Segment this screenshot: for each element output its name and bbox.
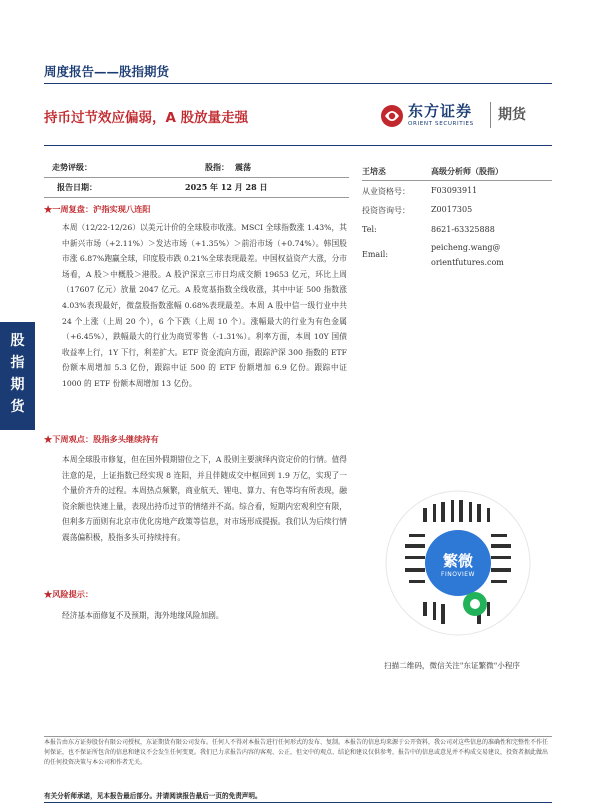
risk-body [62, 608, 347, 624]
analyst-row-value: Z0017305 [431, 205, 473, 214]
disclaimer-text: 本报告由东方证券股份有限公司授权，东证期货有限公司发布。任何人不得对本报告进行任何形式的发布、复制。本报告的信息均来源于公开资料，我公司对这些信息的准确性和完整性不作任何保证，也不保证所包含的信息和建议不会发生任何变更。我们已力求报告内容的客观、公正，但文中的观点、结论和建议仅供参考，报告中的信息或意见并不构成交易建议，投资者据此做出的任何投资决策与本公司和作者无关。 [44, 739, 549, 766]
side-tab-char: 股 [10, 333, 25, 349]
qr-caption: 扫描二维码，微信关注"东证繁微"小程序 [383, 661, 521, 670]
review-heading: ★一周复盘：沪指实现八连阳 [44, 204, 151, 214]
analyst-email-line[interactable]: peicheng.wang@ [431, 243, 501, 252]
meta-divider [44, 177, 349, 178]
logo-en: ORIENT SECURITIES [408, 121, 474, 127]
trend-label: 走势评级： [52, 162, 92, 172]
qr-brand-en: FINOVIEW [441, 571, 475, 578]
outlook-paragraph: 本周全球股市修复，但在国外假期错位之下，A 股则主要演绎内资定价的行情。值得注意的是，上证指数已经实现 8 连阳，并且伴随成交中枢回到 1.9 万亿，实现了一个量价齐升的过程。本周热点频繁，商业航天、锂电、算力、有色等均有所表现，融资余额也快速上量，表现出持币过节的情绪并不高。综合看，短期内宏观利空有限，但利多方面则有北京市优化房地产政策等信息，对市场形成提振。我们认为后续行情震荡偏积极，股指多头可持续持有。 [62, 455, 347, 542]
footer-note: 有关分析师承诺，见本报告最后部分。并请阅读报告最后一页的免责声明。 [44, 792, 262, 800]
footer-rule [44, 802, 552, 803]
analyst-row-label: Tel: [362, 225, 377, 234]
page-title: 持币过节效应偏弱，A 股放量走强 [44, 110, 249, 126]
date-value: 2025 年 12 月 28 日 [185, 182, 268, 192]
risk-paragraph: 经济基本面修复不及预期，海外地缘风险加剧。 [62, 611, 224, 620]
analyst-name: 王培丞 [362, 166, 386, 176]
analyst-email-line[interactable]: orientfutures.com [431, 258, 504, 267]
side-category-tab [0, 322, 35, 430]
category-label: 股指： [205, 162, 229, 172]
analyst-row-value: 8621-63325888 [431, 225, 495, 234]
meta-divider [44, 197, 349, 198]
company-logo [378, 98, 548, 134]
analyst-email-label: Email: [362, 250, 389, 259]
logo-divider [490, 102, 491, 128]
review-body [62, 220, 347, 392]
category-value: 震荡 [235, 162, 251, 172]
side-tab-char: 指 [10, 355, 25, 371]
header-rule [44, 83, 552, 84]
logo-cn: 东方证券 [408, 102, 473, 120]
analyst-divider [362, 180, 552, 181]
side-tab-char: 期 [10, 377, 25, 393]
analyst-title: 高级分析师（股指） [431, 166, 503, 176]
analyst-row-label: 投资咨询号： [362, 206, 410, 215]
disclaimer-rule [44, 736, 552, 737]
analyst-row-value: F03093911 [431, 186, 478, 195]
review-paragraph: 本周（12/22-12/26）以美元计价的全球股市收涨。MSCI 全球指数涨 1.43%，其中新兴市场（+2.11%）＞发达市场（+1.35%）＞前沿市场（+0.74%）。韩国股市涨 6.87%跑赢全球，印度股市跌 0.21%全球表现最差。中国权益资产大涨，分市场看，A 股＞中概股＞港股。A 股沪深京三市日均成交额 19653 亿元，环比上周（17607 亿元）放量 2047 亿元。A 股宽基指数全线收涨，其中中证 500 指数涨 4.03%表现最好，微盘股指数涨幅 0.68%表现最差。本周 A 股中信一级行业中共 24 个上涨（上周 20 个），6 个下跌（上周 10 个）。涨幅最大的行业为有色金属（+6.45%），跌幅最大的行业为商贸零售（-1.31%）。利率方面，本周 10Y 国债收益率上行，1Y 下行，利差扩大。ETF 资金流向方面，跟踪沪深 300 指数的 ETF 份额本周增加 5.3 亿份，跟踪中证 500 的 ETF 份额增加 6.9 亿份。跟踪中证 1000 的 ETF 份额本周增加 13 亿份。 [62, 223, 347, 388]
report-type: 周度报告——股指期货 [44, 64, 170, 79]
logo-tag: 期货 [498, 107, 526, 123]
analyst-row-label: 从业资格号： [362, 187, 410, 196]
side-tab-char: 货 [10, 399, 25, 415]
date-label: 报告日期： [57, 182, 97, 192]
mini-program-qr[interactable] [383, 474, 533, 652]
outlook-heading: ★下周观点：股指多头继续持有 [44, 434, 159, 444]
risk-heading: ★风险提示： [44, 589, 94, 599]
outlook-body [62, 452, 347, 546]
qr-brand-cn: 繁微 [442, 552, 473, 570]
title-rule [44, 145, 552, 146]
